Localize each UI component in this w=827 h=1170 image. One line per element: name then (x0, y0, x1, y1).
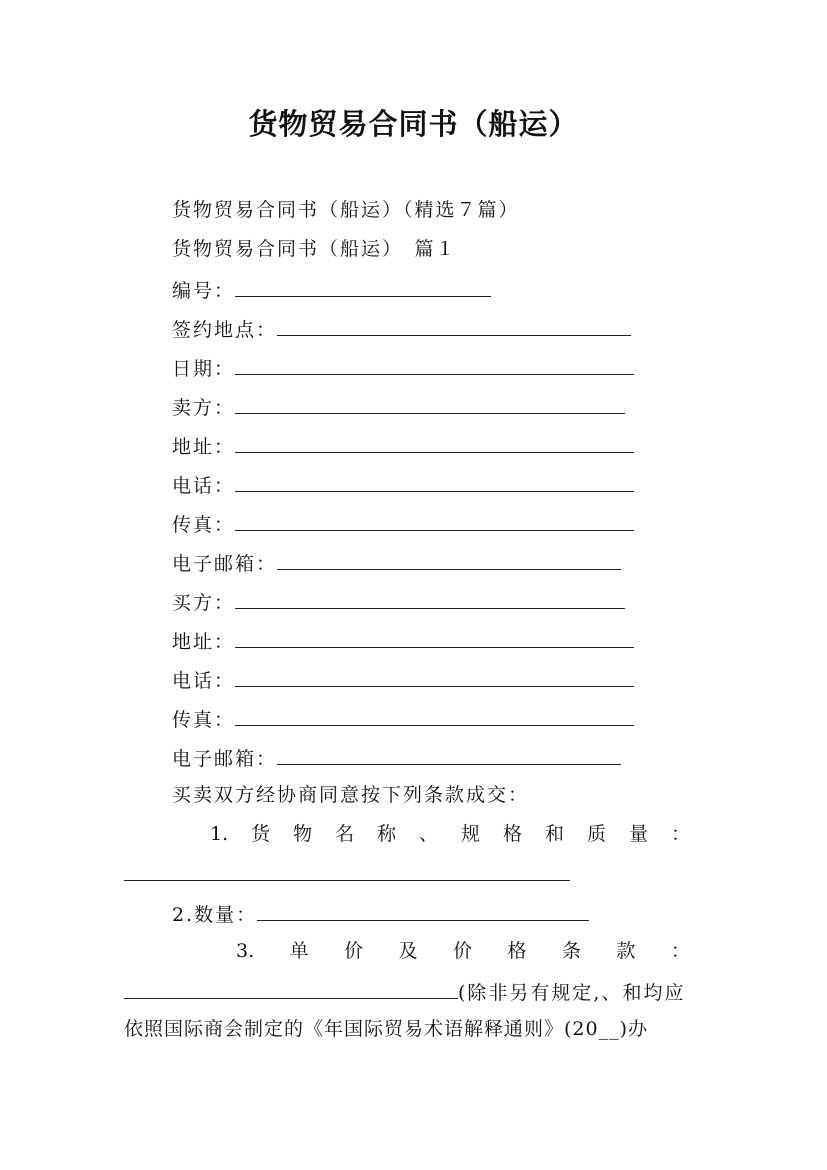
buyer-fax-row (172, 703, 634, 731)
seller-address-label: 地址： (172, 436, 236, 458)
buyer-phone-blank (235, 664, 634, 687)
buyer-row (172, 586, 625, 614)
buyer-blank (235, 586, 625, 609)
seller-email-blank (277, 547, 621, 570)
number-blank (235, 274, 491, 297)
seller-phone-label: 电话： (172, 475, 236, 497)
place-label: 签约地点： (172, 319, 278, 341)
buyer-phone-row (172, 664, 634, 692)
item3-continuation (124, 976, 685, 1004)
item1-char: 质 (586, 823, 606, 845)
seller-email-row (172, 547, 621, 575)
seller-address-blank (235, 430, 634, 453)
buyer-fax-blank (235, 703, 634, 726)
item1-char: 和 (545, 823, 565, 845)
buyer-email-row (172, 742, 621, 770)
seller-fax-row (172, 508, 634, 536)
item3-char: 价 (453, 940, 473, 962)
buyer-fax-label: 传真： (172, 709, 236, 731)
buyer-address-label: 地址： (172, 631, 236, 653)
item2-blank (257, 898, 589, 921)
item3-cont-text: (除非另有规定,、和均应 (458, 982, 686, 1004)
item1-char: 规 (461, 823, 481, 845)
item1-char: ： (670, 823, 690, 845)
seller-fax-blank (235, 508, 634, 531)
number-row (172, 274, 491, 302)
buyer-address-blank (235, 625, 634, 648)
item3-char: 3. (236, 940, 255, 962)
buyer-label: 买方： (172, 592, 236, 614)
item2-row (172, 898, 589, 926)
place-blank (277, 313, 631, 336)
item3-char: 单 (289, 940, 309, 962)
seller-row (172, 391, 625, 419)
item1-blank (124, 879, 570, 881)
item1-char: 1. (210, 823, 229, 845)
item3-line (236, 937, 690, 965)
seller-label: 卖方： (172, 397, 236, 419)
item3-blank (124, 976, 458, 999)
seller-phone-row (172, 469, 634, 497)
item1-char: 物 (293, 823, 313, 845)
document-title: 货物贸易合同书（船运） (248, 107, 579, 141)
seller-address-row (172, 430, 634, 458)
buyer-phone-label: 电话： (172, 670, 236, 692)
seller-phone-blank (235, 469, 634, 492)
item3-char: 款 (616, 940, 636, 962)
date-row (172, 352, 634, 380)
item3-char: ： (670, 940, 690, 962)
section-heading: 货物贸易合同书（船运） 篇１ (172, 238, 457, 260)
seller-fax-label: 传真： (172, 514, 236, 536)
seller-blank (235, 391, 625, 414)
number-label: 编号： (172, 280, 236, 302)
buyer-email-label: 电子邮箱： (172, 748, 278, 770)
item1-char: 格 (503, 823, 523, 845)
date-blank (235, 352, 634, 375)
item1-char: 、 (419, 823, 439, 845)
place-row (172, 313, 631, 341)
item1-char: 货 (251, 823, 271, 845)
item1-char: 名 (335, 823, 355, 845)
item1-char: 称 (377, 823, 397, 845)
item3-char: 价 (344, 940, 364, 962)
seller-email-label: 电子邮箱： (172, 553, 278, 575)
item3-char: 条 (561, 940, 581, 962)
intro-text: 买卖双方经协商同意按下列条款成交： (172, 784, 530, 806)
item1-line (210, 820, 690, 848)
item3-char: 格 (507, 940, 527, 962)
date-label: 日期： (172, 358, 236, 380)
buyer-email-blank (277, 742, 621, 765)
subtitle: 货物贸易合同书（船运）（精选７篇） (172, 199, 520, 221)
item1-char: 量 (628, 823, 648, 845)
buyer-address-row (172, 625, 634, 653)
item3-char: 及 (398, 940, 418, 962)
item3-last-line: 依照国际商会制定的《年国际贸易术语解释通则》(20__)办 (124, 1018, 649, 1040)
item2-label: 2.数量： (172, 904, 258, 926)
